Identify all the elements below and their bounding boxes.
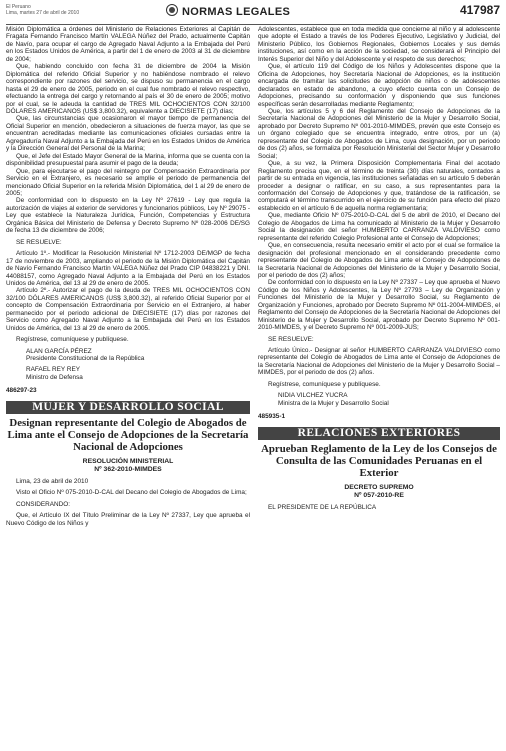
document-title: Aprueban Reglamento de la Ley de los Consejos de Consulta de las Comunidades Peruanas en el Exterior — [261, 443, 497, 479]
signer-title: Presidente Constitucional de la República — [26, 355, 145, 363]
paragraph: Que, en consecuencia, resulta necesario emitir el acto por el cual se formalice la designación del profesional mencionado en el considerando precedente como representante del Colegio de Abogados de Lima ante el Consejo de Adopciones de la Secretaría Nacional de Adopciones del Ministerio de la Mujer y Desarrollo Social, por el periodo de dos (2) años; — [258, 242, 500, 279]
header-date: Lima, martes 27 de abril de 2010 — [6, 10, 80, 16]
document-title: Designan representante del Colegio de Abogados de Lima ante el Consejo de Adopciones de la Secretaría Nacional de Adopciones — [7, 417, 249, 453]
place-date: Lima, 23 de abril de 2010 — [16, 477, 89, 485]
paragraph: Que, mediante Oficio Nº 075-2010-D-CAL del 5 de abril de 2010, el Decano del Colegio de Abogados de Lima ha comunicado al Ministerio de la Mujer y Desarrollo Social la designación del señor HUMBERTO CARRANZA VALDIVIESO como representante del referido Colegio Profesional ante el Consejo de Adopciones; — [258, 212, 500, 242]
paragraph: Que, a su vez, la Primera Disposición Complementaria Final del acotado Reglamento precisa que, en el término de treinta (30) días naturales, contados a partir de su entrada en vigencia, las instituciones señaladas en su artículo 5 deberán proceder a designar o ratificar, en su caso, a sus representantes para la conformación del Consejo de Adopciones y que, tratándose de la ratificación, se computará el término transcurrido en el ejercicio de su función para efecto del plazo establecido en el artículo 6 de aquella norma reglamentaria; — [258, 160, 500, 212]
decree-label: DECRETO SUPREMO — [344, 483, 414, 491]
seal-icon — [166, 4, 178, 16]
section-title — [166, 4, 290, 18]
article-2: Artículo 2º.- Autorizar el pago de la deuda de TRES MIL OCHOCIENTOS CON 32/100 DÓLARES AMERICANOS (US$ 3,800.32), al referido Oficial Superior por el concepto de Compensación Extraordinaria por Servicio en el Extranjero, al haber permanecido por el periodo adicional de DIECISIETE (17) días por razones del Servicio como Agregado Naval Adjunto a la Embajada del Perú en los Estados Unidos de América, del 13 al 29 de enero de 2005. — [6, 287, 250, 332]
signer-title: Ministra de la Mujer y Desarrollo Social — [278, 399, 389, 407]
left-column — [6, 26, 250, 527]
signer-name: RAFAEL REY REY — [26, 366, 80, 374]
resolution-number: Nº 362-2010-MIMDES — [94, 465, 162, 473]
paragraph: Que, el Artículo IX del Título Preliminar de la Ley Nº 27337, Ley que aprueba el Nuevo Código de los Niños y — [6, 512, 250, 527]
decree-number: Nº 057-2010-RE — [354, 491, 404, 499]
paragraph: Que, para ejecutarse el pago del reintegro por Compensación Extraordinaria por Servicio en el Extranjero, es necesario se amplíe el periodo de permanencia del mencionado Oficial Superior en la referida Misión Diplomática, del 1 al 29 de enero de 2005; — [6, 167, 250, 197]
closing-formula: Regístrese, comuníquese y publíquese. — [16, 336, 129, 344]
paragraph: Que, habiendo concluido con fecha 31 de diciembre de 2004 la Misión Diplomática del referido Oficial Superior y no habiéndose nombrado el relevo correspondiente por razones del servicio, se dispuso su permanencia en el cargo hasta el 29 de enero de 2005, periodo en el cual fue nombrado el relevo respectivo, efectuando la entrega del cargo y retornando al país el 30 de enero de 2005; motivo por el cual, se le adeuda la cantidad de TRES MIL OCHOCIENTOS CON 32/100 DÓLARES AMERICANOS (US$ 3,800.32), equivalente a DIECISIETE (17) días; — [6, 63, 250, 115]
signer-name: ALAN GARCÍA PÉREZ — [26, 347, 92, 355]
paragraph: Que, el Jefe del Estado Mayor General de la Marina, informa que se cuenta con la disponibilidad presupuestal para asumir el pago de la deuda; — [6, 152, 250, 168]
paragraph: Adolescentes, establece que en toda medida que concierne al niño y al adolescente que adopte el Estado a través de los Poderes Ejecutivo, Legislativo y Judicial, del Ministerio Público, los Gobiernos Regionales, Gobiernos Locales y sus demás instituciones, así como en la acción de la sociedad, se considerará el Principio del Interés Superior del Niño y del Adolescente y el respeto de sus derechos; — [258, 26, 500, 63]
visto-paragraph: Visto el Oficio Nº 075-2010-D-CAL del Decano del Colegio de Abogados de Lima; — [16, 489, 247, 497]
resolution-label: RESOLUCIÓN MINISTERIAL — [82, 457, 174, 465]
se-resuelve: SE RESUELVE: — [268, 335, 314, 343]
signer-name: NIDIA VILCHEZ YUCRA — [278, 392, 348, 400]
document-code: 485935-1 — [258, 413, 286, 421]
paragraph: Que, los artículos 5 y 6 del Reglamento del Consejo de Adopciones de la Secretaría Nacional de Adopciones del Ministerio de la Mujer y Desarrollo Social, aprobado por Decreto Supremo Nº 001-2010-MIMDES, prevén que este Consejo es un órgano colegiado que se encuentra integrado, entre otros, por un (a) representante del Colegio de Abogados de Lima, cuya designación, por un periodo de dos (2) años, se formaliza por Resolución Ministerial del Sector Mujer y Desarrollo Social; — [258, 107, 500, 160]
paragraph: De conformidad con lo dispuesto en la Ley Nº 27337 – Ley que aprueba el Nuevo Código de los Niños y Adolescentes, la Ley Nº 27793 – Ley de Organización y Funciones del Ministerio de la Mujer y Desarrollo Social, su Reglamento de Organización y Funciones, aprobado por Decreto Supremo Nº 011-2004-MIMDES, el Reglamento del Consejo de Adopciones de la Secretaría Nacional de Adopciones del Ministerio de la Mujer y Desarrollo Social, aprobado por Decreto Supremo Nº 001-2010-MIMDES, y el Decreto Supremo Nº 001-2009-JUS; — [258, 279, 500, 332]
right-column — [258, 26, 500, 511]
signer-title: Ministro de Defensa — [26, 373, 83, 381]
paragraph: Que, las circunstancias que ocasionaron el mayor tiempo de permanencia del Oficial Superior en mención, obedecieron a situaciones de fuerza mayor, las que se encuentran acreditadas mediante las comunicaciones oficiales cursadas entre la Agregaduría Naval Adjunto a la Embajada del Perú en los Estados Unidos de América y la Dirección General del Personal de la Marina; — [6, 115, 250, 153]
section-banner: MUJER Y DESARROLLO SOCIAL — [6, 401, 250, 414]
article-1: Artículo 1º.- Modificar la Resolución Ministerial Nº 1712-2003 DE/MGP de fecha 17 de noviembre de 2003, ampliando el periodo de la Misión Diplomática del Capitán de Navío Fernando Francisco Martín VALEGA Núñez del Prado CIP 04838221 y DNI. 44088157, como Agregado Naval Adjunto a la Embajada del Perú en los Estados Unidos de América, del 13 al 29 de enero de 2005. — [6, 250, 250, 287]
section-banner: RELACIONES EXTERIORES — [258, 427, 500, 440]
paragraph: Misión Diplomática a órdenes del Ministerio de Relaciones Exteriores al Capitán de Fragata Fernando Francisco Martín VALEGA Núñez del Prado, actualmente Capitán de Navío, para ocupar el cargo de Agregado Naval Adjunto a la Embajada del Perú en los Estados Unidos de América, a partir del 1 de enero de 2003 al 31 de diciembre de 2004; — [6, 26, 250, 63]
header-left — [6, 4, 79, 16]
closing-formula: Regístrese, comuníquese y publíquese. — [268, 380, 381, 388]
paragraph: Que, el artículo 119 del Código de los Niños y Adolescentes dispone que la Oficina de Adopciones, hoy Secretaría Nacional de Adopciones, es la institución encargada de tramitar las solicitudes de adopción de niños o de adolescentes declarados en estado de abandono, a cuyo efecto cuenta con un Consejo de Adopciones, precisando su conformación y disponiendo que sus funciones específicas serán desarrolladas mediante Reglamento; — [258, 63, 500, 108]
paragraph: De conformidad con lo dispuesto en la Ley Nº 27619 - Ley que regula la autorización de viajes al exterior de servidores y funcionarios públicos, Ley Nº 29075 - Ley que establece la Naturaleza Jurídica, Función, Competencias y Estructura Orgánica Básica del Ministerio de Defensa y Decreto Supremo Nº 028-2006 DE/SG de fecha 13 de diciembre de 2006; — [6, 197, 250, 235]
considerando-heading: CONSIDERANDO: — [16, 500, 70, 508]
page-number: 417987 — [459, 3, 500, 17]
article-unico: Artículo Único.- Designar al señor HUMBERTO CARRANZA VALDIVIESO como representante del Colegio de Abogados de Lima ante el Consejo de Adopciones de la Secretaría Nacional de Adopciones del Ministerio de la Mujer y Desarrollo Social – MIMDES, por el periodo de dos (2) años. — [258, 347, 500, 377]
page-header — [6, 2, 500, 25]
president-line: EL PRESIDENTE DE LA REPÚBLICA — [268, 503, 377, 511]
section-label: NORMAS LEGALES — [182, 6, 291, 18]
document-code: 486297-23 — [6, 387, 37, 395]
se-resuelve: SE RESUELVE: — [16, 238, 62, 246]
publication-name: El Peruano — [6, 4, 31, 10]
